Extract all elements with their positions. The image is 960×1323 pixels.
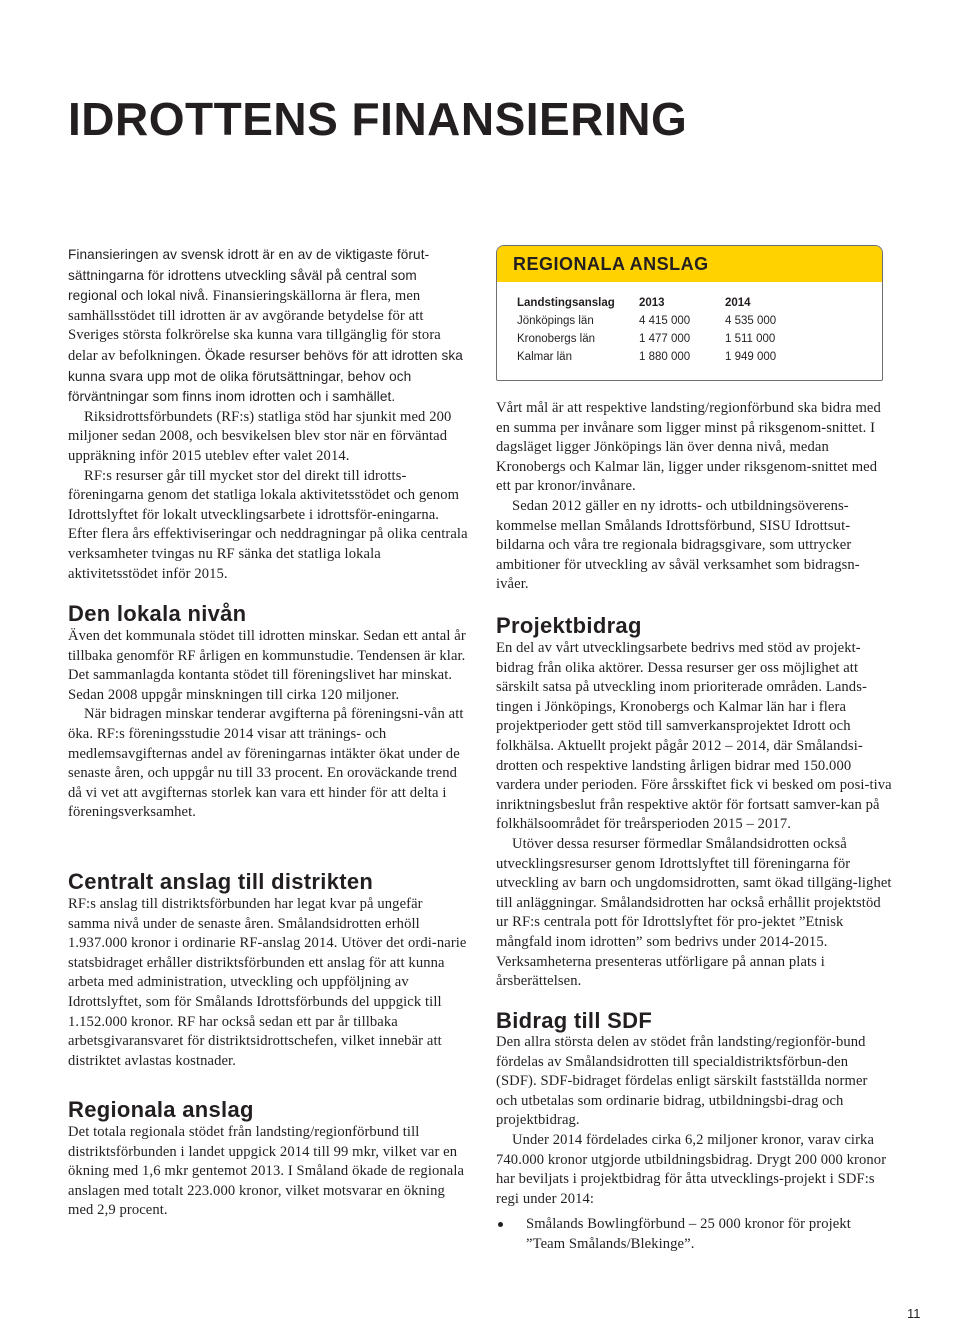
table-cell: 4 535 000 xyxy=(725,315,777,327)
anslag-table xyxy=(517,294,805,366)
table-cell: Kronobergs län xyxy=(517,333,595,345)
page-number: 11 xyxy=(907,1306,921,1321)
intro-paragraph-3: RF:s resurser går till mycket stor del direkt till idrotts-föreningarna genom det statliga lokala aktivitetsstödet och genom Idrottslyftet för lokalt utvecklingsarbete i idrottsför-eningarna. Efter flera års effektiviseringar och neddragningar på olika centrala verksamheter tvingas nu RF sänka det statliga lokala aktivitetsstödet inför 2015. xyxy=(68,467,468,582)
box-header: REGIONALA ANSLAG xyxy=(497,246,882,282)
regionala-anslag-box xyxy=(496,245,883,381)
intro-serif-mid: Finansieringskällorna är flera, men samhällsstödet till idrotten är av avgörande betydelse för att Sveriges största folkrörelse ska kunna vara tillgänglig för stora delar av befolkningen. xyxy=(68,288,441,364)
table-cell: 1 880 000 xyxy=(639,351,691,363)
table-cell: 4 415 000 xyxy=(639,315,691,327)
regionala-paragraph-1: Det totala regionala stödet från landsting/regionförbund till distriktsförbunden i landet uppgick 2014 till 99 mkr, vilket var en ökning med 1,6 mkr gentemot 2013. I Småland ökade de regionala anslagen med totalt 223.000 kronor, vilket motsvarar en ökning med 2,9 procent. xyxy=(68,1124,465,1219)
regionala-text xyxy=(68,1123,468,1221)
mal-paragraph-1: Vårt mål är att respektive landsting/regionförbund ska bidra med en summa per invånare som ligger minst på riksgenom-snittet. I dagsläget ligger Jönköpings län över denna nivå, medan Kronobergs och Kalmar län, ligger under riksgenom-snittet med ett par kronor/invånare. xyxy=(496,400,881,495)
centralt-paragraph-1: RF:s anslag till distriktsförbunden har legat kvar på ungefär samma nivå under de senaste åren. Smålandsidrotten erhöll 1.937.000 kronor i ordinarie RF-anslag 2014. Utöver det ordi-narie statsbidraget erhåller distriktsförbunden ett anslag för att kunna arbeta med administration, utveckling och uppföljning av Idrottslyftet, som för Smålands Idrottsförbunds del uppgick till 1.152.000 kronor. RF har också sedan ett par år tillbaka arbetsgivaransvaret för distriktsidrottschefen, vilket innebär att distriktet avlastas kostnader. xyxy=(68,896,467,1069)
lokala-paragraph-1: Även det kommunala stödet till idrotten minskar. Sedan ett antal år tillbaka genomför RF årligen en kommunstudie. Tendensen är klar. Det sammanlagda kontanta stödet till föreningslivet har minskat. Sedan 2008 uppgår minskningen till cirka 120 miljoner. xyxy=(68,628,466,703)
intro-paragraph-2: Riksidrottsförbundets (RF:s) statliga stöd har sjunkit med 200 miljoner sedan 2008, och besvikelsen blev stor när en förväntad uppräkning inför 2015 uteblev efter valet 2014. xyxy=(68,408,452,464)
heading-sdf: Bidrag till SDF xyxy=(496,1008,653,1033)
table-cell: 1 949 000 xyxy=(725,351,777,363)
table-header-row xyxy=(517,294,805,312)
projekt-paragraph-1: En del av vårt utvecklingsarbete bedrivs med stöd av projekt-bidrag från olika aktörer. Dessa resurser ger oss möjlighet att särskilt satsa på utveckling inom prioriterade områden. Lands-tingen i Jönköpings, Kronobergs och Kalmar län har i flera projektperioder gett stöd till samverkansprojektet Idrott och folkhälsa. Aktuellt projekt pågår 2012 – 2014, där Smålandsi-drotten och respektive landsting årligen bidrar med 150.000 vardera under perioden. Före årsskiftet fick vi besked om posi-tiva inriktningsbeslut från respektive aktör för fortsatt samver-kan på folkhälsoområdet för treårsperioden 2015 – 2017. xyxy=(496,640,892,833)
page-title: IDROTTENS FINANSIERING xyxy=(68,93,688,145)
table-cell: Kalmar län xyxy=(517,351,572,363)
heading-centralt: Centralt anslag till distrikten xyxy=(68,869,374,894)
sdf-bullet-list xyxy=(496,1215,892,1254)
centralt-text xyxy=(68,895,468,1071)
sdf-text xyxy=(496,1033,892,1255)
lokala-text xyxy=(68,627,468,823)
sdf-paragraph-2: Under 2014 fördelades cirka 6,2 miljoner kronor, varav cirka 740.000 kronor utgjorde utbildningsbidrag. Drygt 200 000 kronor har beviljats i projektbidrag för åtta utvecklings-projekt i SDF:s regi under 2014: xyxy=(496,1131,887,1207)
projekt-paragraph-2: Utöver dessa resurser förmedlar Smålandsidrotten också utvecklingsresurser genom Idrottslyftet till föreningarna för utveckling av barn och ungdomsidrotten, samt ökad tillgäng-lighet till anläggningar. Smålandsidrotten har också erhållit projektstöd ur RF:s centrala pott för Idrottslyftet för pro-jektet ”Etnisk mångfald inom idrotten” som bedrivs under 2014-2015. Verksamheterna presenteras utförligare på annan plats i årsberättelsen. xyxy=(496,835,892,990)
sdf-paragraph-1: Den allra största delen av stödet från landsting/regionför-bund fördelas av Smålandsidrotten till specialdistriktsförbun-den (SDF). SDF-bidraget fördelas enligt särskilt fastställda normer och utbetalas som ordinarie bidrag, utbildningsbi-drag och projektbidrag. xyxy=(496,1034,868,1129)
table-cell: 1 511 000 xyxy=(725,333,776,345)
heading-regionala: Regionala anslag xyxy=(68,1097,254,1122)
column-header: 2013 xyxy=(639,297,665,309)
table-row xyxy=(517,312,805,330)
mal-paragraph-2: Sedan 2012 gäller en ny idrotts- och utbildningsöverens-kommelse mellan Smålands Idrottsförbund, SISU Idrottsut-bildarna och våra tre regionala bidragsgivare, som uttrycker ambitioner för utveckling av såväl verksamhet som bidragsn-ivåer. xyxy=(496,497,860,593)
column-header: 2014 xyxy=(725,297,751,309)
lokala-paragraph-2: När bidragen minskar tenderar avgifterna på föreningsni-vån att öka. RF:s föreningsstudie 2014 visar att tränings- och medlemsavgifternas andel av föreningarnas intäkter ökat under de senaste åren, och uppgår nu till 33 procent. En oroväckande trend då vi vet att avgifternas storlek kan vara ett hinder för att delta i föreningsverksamhet. xyxy=(68,706,464,821)
heading-lokala: Den lokala nivån xyxy=(68,601,247,626)
mal-text xyxy=(496,399,892,595)
table-row xyxy=(517,348,805,366)
heading-projekt: Projektbidrag xyxy=(496,613,642,638)
column-header: Landstingsanslag xyxy=(517,297,615,309)
list-item: Smålands Bowlingförbund – 25 000 kronor för projekt ”Team Smålands/Blekinge”. xyxy=(496,1215,892,1254)
intro-sans-start: Finansieringen av svensk idrott är en av de viktigaste förut-sättningarna för idrottens utveckling såväl på central som regional och lokal nivå. xyxy=(68,247,430,304)
intro-text xyxy=(68,245,468,584)
intro-sans-end: Ökade resurser behövs för att idrotten ska kunna svara upp mot de olika förutsättningar, behov och förväntningar som finns inom idrotten och i samhället. xyxy=(68,347,463,405)
intro-paragraph-1 xyxy=(68,245,468,408)
table-cell: Jönköpings län xyxy=(517,315,594,327)
table-cell: 1 477 000 xyxy=(639,333,691,345)
table-row xyxy=(517,330,805,348)
projekt-text xyxy=(496,639,892,992)
